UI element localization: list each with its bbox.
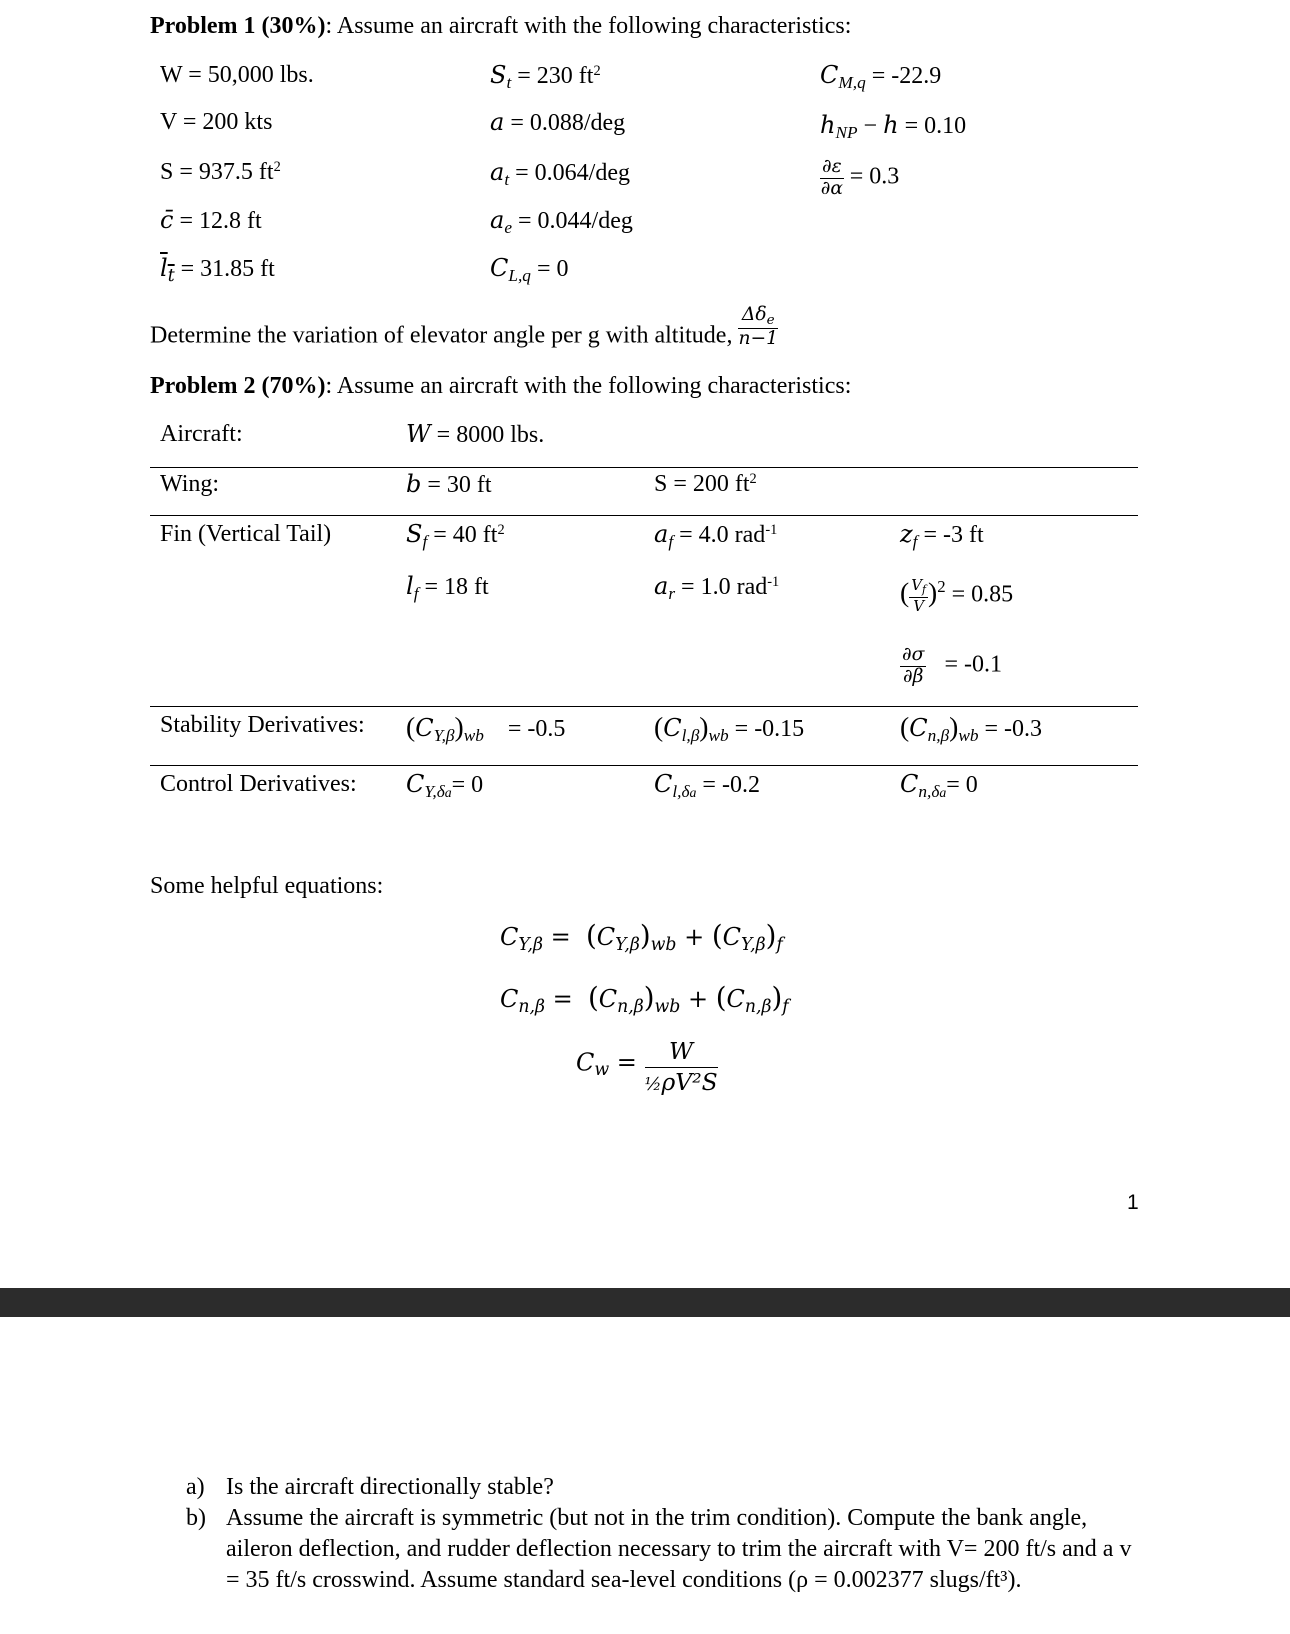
p2-Cnb: $(C_{n,\beta})_{wb} = -0.3$ (900, 711, 1043, 745)
page-divider (0, 1288, 1290, 1317)
p2-fin-label: Fin (Vertical Tail) (160, 521, 332, 547)
question-item: b) Assume the aircraft is symmetric (but not in the trim condition). Compute the bank angle, aileron deflection, and rudder deflection necessary to trim the aircraft with V= 200 ft/s and a v = 35 ft/s crosswind. Assume standard sea-level conditions (ρ = 0.002377 slugs/ft³). (186, 1505, 1132, 1593)
table-rule-2 (150, 515, 1138, 516)
p2-wing-area: S = 200 $ft^2$ (654, 471, 757, 497)
p2-Clda: $C_{l,\delta a} = -0.2$ (654, 770, 760, 801)
p1-mean-chord: c̄ = 12.8 ft (160, 206, 262, 234)
equation-CYb: $C_{Y,\beta} = (C_{Y,\beta})_{wb} + (C_{Y,\beta})_f$ (500, 919, 783, 955)
p2-CYda: $C_{Y,\delta a}= 0$ (406, 770, 484, 801)
p2-fin-height: $z_f = -3$ ft (900, 520, 984, 551)
p1-question: Determine the variation of elevator angle per g with altitude, $\frac{\Delta\delta_e}{n-1}$ (150, 304, 779, 350)
table-rule-3 (150, 706, 1138, 707)
p2-wing-span: b = 30 ft (406, 470, 492, 498)
p2-control-label: Control Derivatives: (160, 771, 357, 797)
p1-downwash-gradient: $\frac{\partial\varepsilon}{\partial\alpha}$ = 0.3 (820, 156, 900, 199)
p1-CMq: $C_{M,q} = -22.9$ (820, 61, 942, 92)
page-number: 1 (1127, 1191, 1139, 1214)
question-list (186, 1472, 1146, 1596)
p1-CLq: $C_{L,q} = 0$ (490, 254, 569, 285)
p1-wing-area: S = 937.5 $ft^2$ (160, 159, 281, 185)
p2-sidewash-gradient: $\frac{\partial\sigma}{\partial\beta}$ = -0.1 (902, 644, 1002, 687)
equation-Cnb: $C_{n,\beta} = (C_{n,\beta})_{wb} + (C_{n,\beta})_f$ (500, 981, 789, 1017)
p2-aircraft-weight: W = 8000 lbs. (406, 420, 545, 448)
problem1-heading: Problem 1 (30%): Assume an aircraft with the following characteristics: (150, 13, 852, 39)
p2-fin-lift-slope: $a_f = 4.0$ rad$^{-1}$ (654, 520, 778, 551)
problem2-heading: Problem 2 (70%): Assume an aircraft with the following characteristics: (150, 373, 852, 399)
p1-velocity: V = 200 kts (160, 109, 273, 135)
p1-tail-arm: $l_t = 31.85$ ft (160, 254, 275, 286)
p2-CYb: $(C_{Y,\beta})_{wb}$ = -0.5 (406, 711, 566, 745)
equations-label: Some helpful equations: (150, 873, 384, 899)
table-rule-4 (150, 765, 1138, 766)
p2-wing-label: Wing: (160, 471, 220, 497)
p1-tail-lift-slope: $a_t = 0.064/deg$ (490, 158, 630, 189)
question-item: a) Is the aircraft directionally stable? (186, 1474, 554, 1500)
p2-aircraft-label: Aircraft: (160, 421, 243, 447)
p2-Cnda: $C_{n,\delta a}= 0$ (900, 770, 978, 801)
p1-elevator-slope: $a_e = 0.044/deg$ (490, 206, 633, 237)
p1-static-margin: $h_{NP} - h = 0.10$ (820, 111, 967, 142)
p1-lift-slope: a = 0.088/deg (490, 108, 626, 136)
p2-stability-label: Stability Derivatives: (160, 712, 365, 738)
p2-fin-area: $S_f = 40$ $ft^2$ (406, 520, 505, 551)
table-rule-1 (150, 467, 1138, 468)
p1-tail-area: $S_t = 230$ $ft^2$ (490, 61, 601, 92)
equation-Cw: $C_w$ = $\frac{W}{\text{½ρV²S}}$ (576, 1037, 718, 1097)
p2-velocity-ratio: ( $\frac{V_f}{V}$ )$^2$ = 0.85 (900, 576, 1014, 615)
p2-Clb: $(C_{l,\beta})_{wb} = -0.15$ (654, 711, 805, 745)
p2-fin-arm: $l_f = 18$ ft (406, 572, 489, 603)
p1-weight: W = 50,000 lbs. (160, 62, 314, 88)
p2-rudder-slope: $a_r = 1.0$ rad$^{-1}$ (654, 572, 780, 603)
